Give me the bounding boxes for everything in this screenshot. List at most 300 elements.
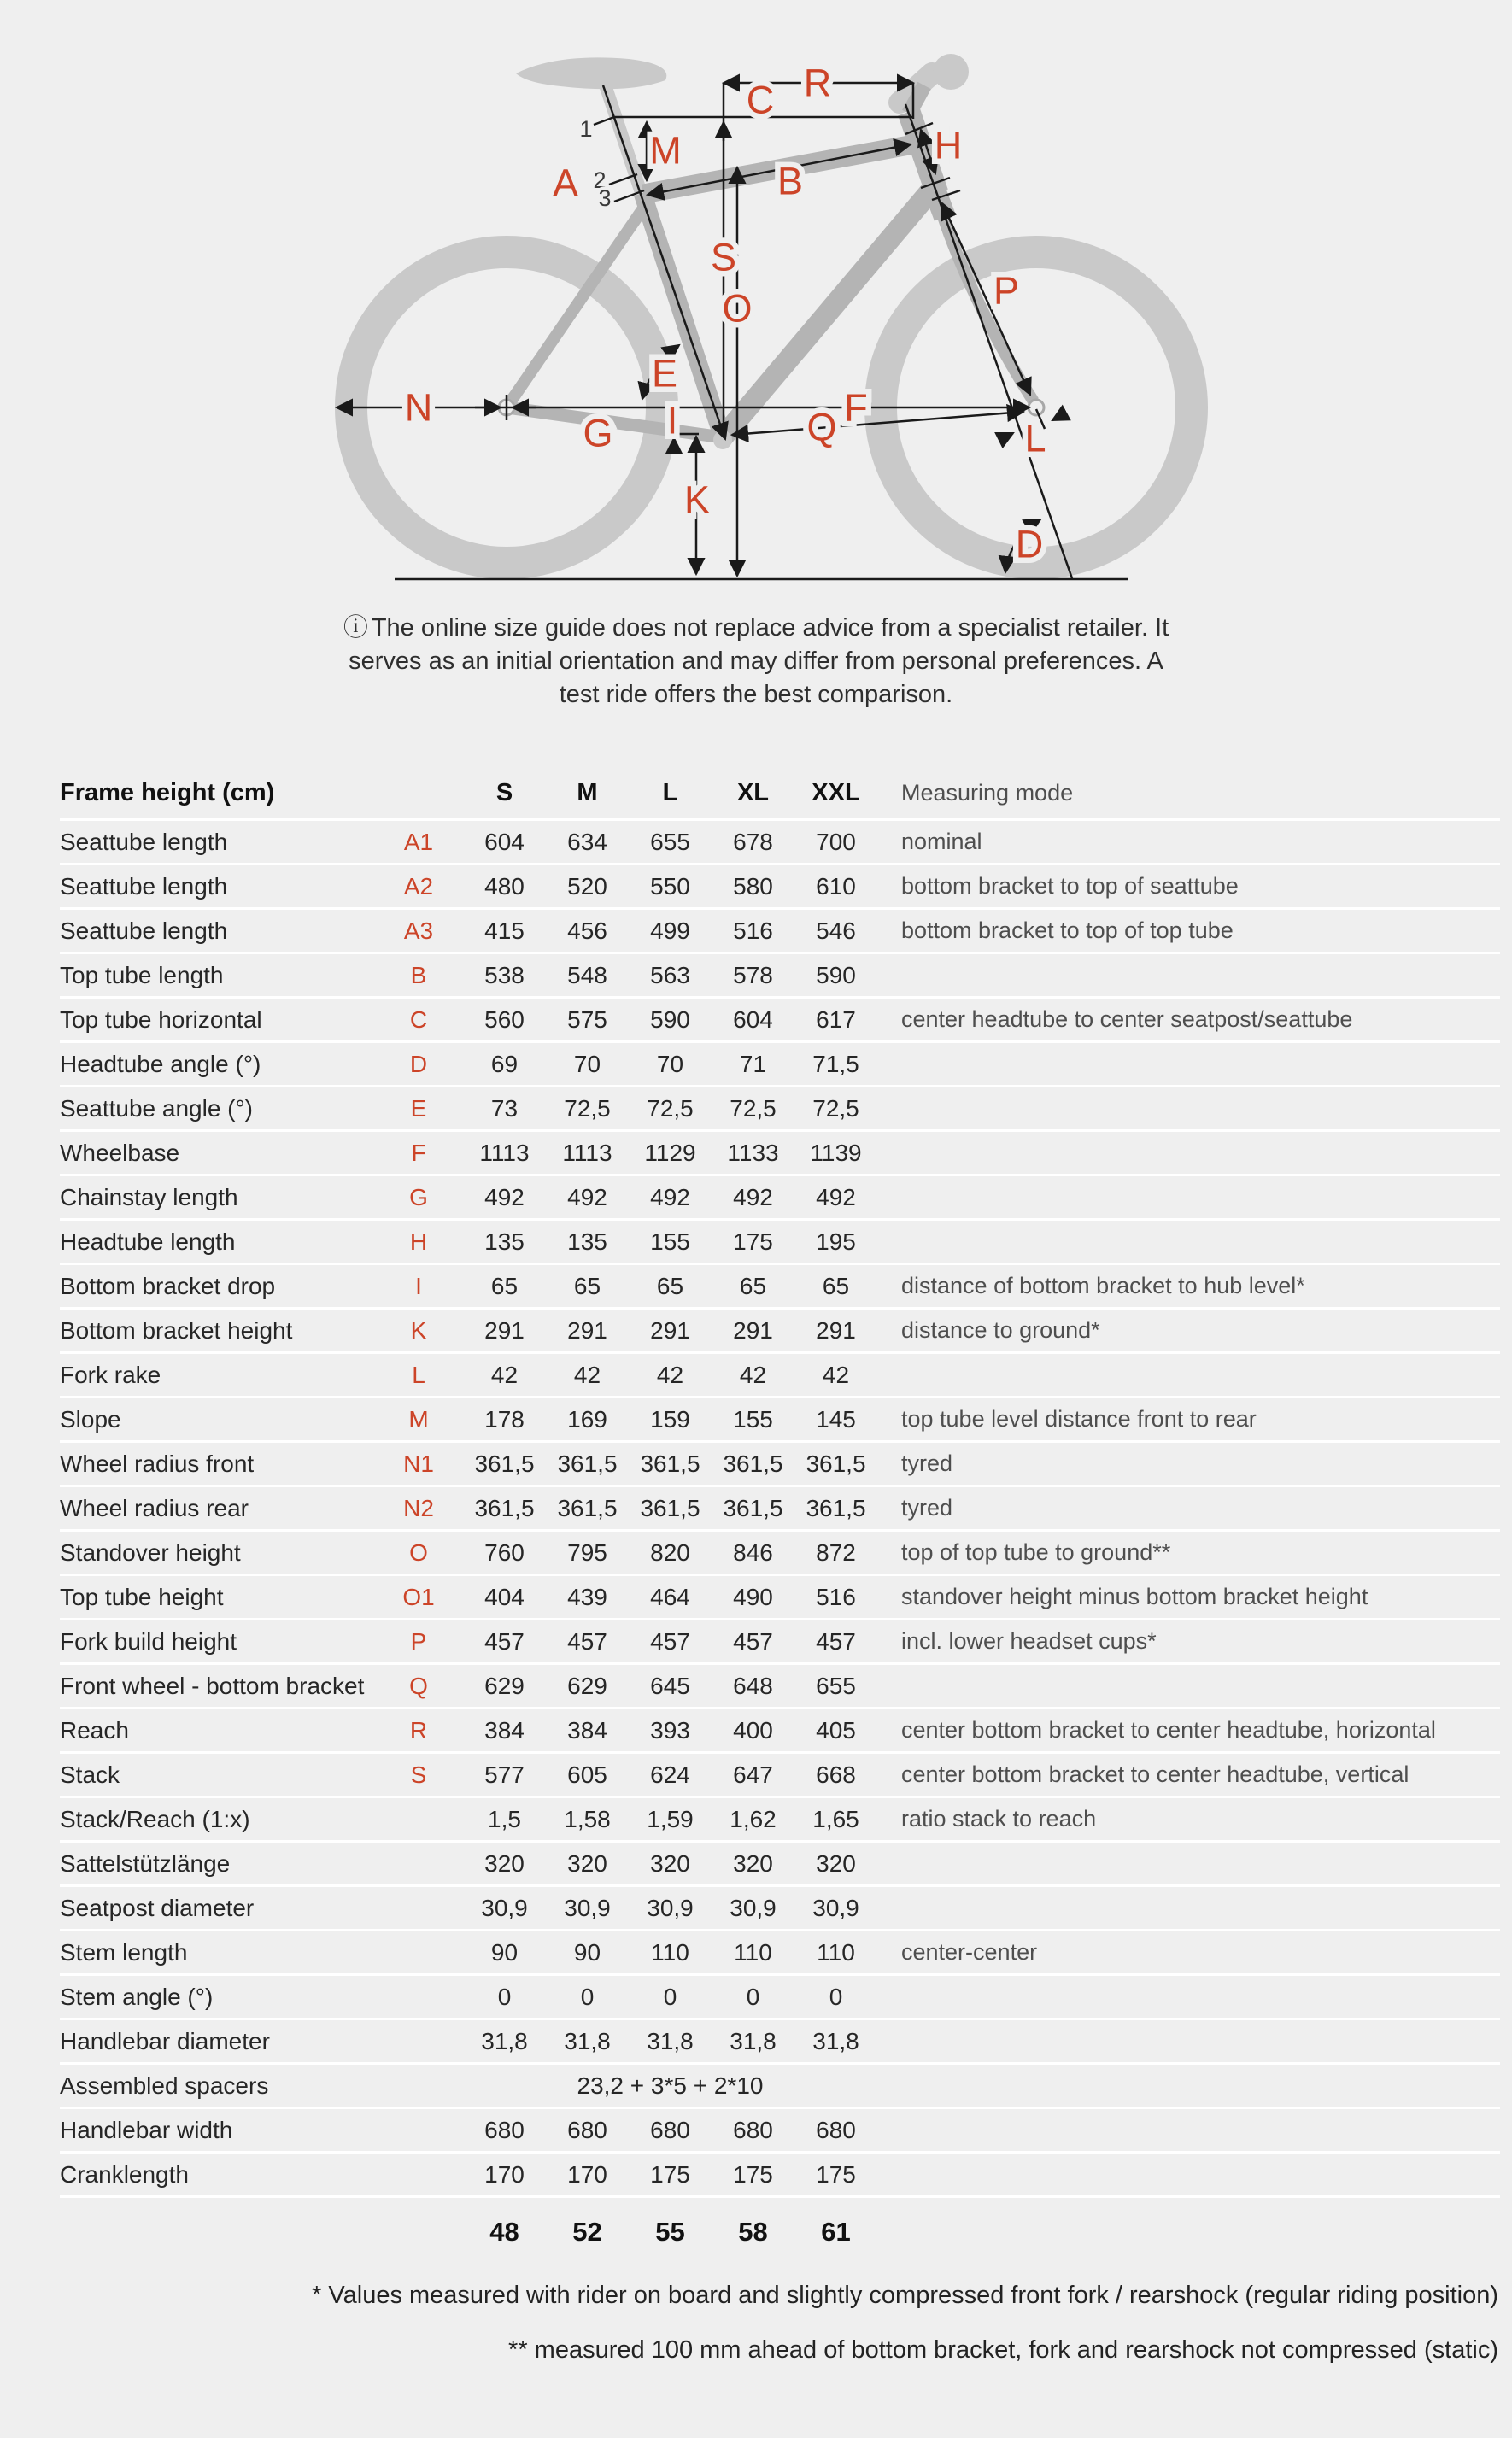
row-value-m: 65 (573, 1272, 601, 1299)
row-value-s: 384 (484, 1716, 525, 1744)
row-value-l: 624 (650, 1761, 690, 1788)
row-value-xl: 678 (733, 828, 773, 855)
row-value-xxl: 1,65 (812, 1805, 859, 1832)
diagram-label-e: E (651, 351, 678, 396)
table-row (60, 1487, 1500, 1532)
row-value-m: 795 (567, 1538, 607, 1566)
row-letter: H (409, 1228, 428, 1255)
row-label: Fork build height (60, 1627, 237, 1655)
row-letter: E (410, 1094, 427, 1122)
row-label: Slope (60, 1405, 121, 1433)
row-value-xxl: 361,5 (806, 1494, 866, 1521)
row-value-m: 30,9 (564, 1894, 611, 1921)
row-letter: Q (409, 1672, 428, 1699)
row-value-xxl: 546 (816, 917, 856, 944)
summary-size-55: 55 (655, 2217, 685, 2247)
row-value-s: 629 (484, 1672, 525, 1699)
table-row (60, 1354, 1500, 1398)
row-value-m: 384 (567, 1716, 607, 1744)
row-value-l: 155 (650, 1228, 690, 1255)
table-row (60, 821, 1500, 865)
row-value-s: 65 (490, 1272, 519, 1299)
row-value-l: 70 (656, 1050, 684, 1077)
row-measuring-mode: standover height minus bottom bracket height (901, 1584, 1368, 1609)
row-measuring-mode: top tube level distance front to rear (901, 1406, 1257, 1432)
row-letter: N1 (403, 1450, 434, 1477)
row-value-s: 361,5 (474, 1494, 535, 1521)
row-value-l: 110 (651, 1938, 689, 1966)
row-measuring-mode: ratio stack to reach (901, 1806, 1097, 1831)
row-value-xxl: 145 (816, 1405, 856, 1433)
table-row (60, 1798, 1500, 1843)
row-label: Assembled spacers (60, 2072, 269, 2099)
row-label: Stem length (60, 1938, 188, 1966)
row-value-m: 457 (567, 1627, 607, 1655)
row-value-xxl: 617 (816, 1005, 856, 1033)
row-value-xxl: 457 (816, 1627, 856, 1655)
measurement-lines (337, 83, 1128, 579)
row-value-xl: 42 (739, 1361, 767, 1388)
row-value-xxl: 680 (816, 2116, 856, 2143)
row-letter: B (410, 961, 427, 988)
row-value-m: 70 (573, 1050, 601, 1077)
table-row (60, 1310, 1500, 1354)
row-letter: N2 (403, 1494, 434, 1521)
row-letter: K (410, 1316, 427, 1344)
row-value-m: 72,5 (564, 1094, 611, 1122)
row-value-m: 169 (567, 1405, 607, 1433)
diagram-label-c: C (746, 78, 775, 122)
table-row (60, 1576, 1500, 1620)
diagram-mark-3: 3 (598, 185, 612, 211)
table-row (60, 1665, 1500, 1709)
table-row (60, 1931, 1500, 1976)
row-value-xxl: 655 (816, 1672, 856, 1699)
table-row (60, 1887, 1500, 1931)
row-value-s: 457 (484, 1627, 525, 1655)
diagram-label-d: D (1015, 522, 1044, 566)
table-row (60, 999, 1500, 1043)
row-measuring-mode: bottom bracket to top of seattube (901, 873, 1239, 899)
table-row (60, 1043, 1500, 1087)
diagram-mark-1: 1 (579, 116, 593, 142)
table-row (60, 1443, 1500, 1487)
row-label: Handlebar diameter (60, 2027, 270, 2054)
row-value-xl: 175 (733, 2160, 773, 2188)
row-value-m: 548 (567, 961, 607, 988)
row-value-l: 291 (650, 1316, 690, 1344)
row-value-l: 72,5 (647, 1094, 694, 1122)
table-row (60, 2020, 1500, 2065)
row-letter: M (408, 1405, 429, 1433)
row-value-l: 393 (650, 1716, 690, 1744)
diagram-label-r: R (803, 61, 832, 105)
table-row (60, 1087, 1500, 1132)
dim-l-arrow-left (1001, 433, 1013, 439)
row-value-xl: 155 (733, 1405, 773, 1433)
footnote-double-asterisk: ** measured 100 mm ahead of bottom bracket, fork and rearshock not compressed (static) (508, 2336, 1498, 2364)
row-value-m: 575 (567, 1005, 607, 1033)
table-row (60, 865, 1500, 910)
row-letter: L (412, 1361, 425, 1388)
row-label: Seattube length (60, 828, 228, 855)
table-row (60, 1532, 1500, 1576)
row-value-s: 0 (497, 1983, 512, 2010)
table-row (60, 2109, 1500, 2154)
row-label: Seattube length (60, 872, 228, 900)
geometry-table (0, 768, 1512, 2251)
row-letter: O1 (402, 1583, 435, 1610)
row-value-xxl: 291 (816, 1316, 856, 1344)
row-label: Stack (60, 1761, 120, 1788)
row-value-xl: 400 (733, 1716, 773, 1744)
row-letter: C (409, 1005, 428, 1033)
table-header-row (60, 768, 1500, 821)
row-value-xxl: 516 (816, 1583, 856, 1610)
row-value-xl: 30,9 (730, 1894, 777, 1921)
row-value-l: 499 (650, 917, 690, 944)
row-value-m: 90 (573, 1938, 601, 1966)
diagram-label-m: M (649, 128, 682, 173)
row-value-xxl: 110 (817, 1938, 855, 1966)
row-value-l: 159 (650, 1405, 690, 1433)
header-size-s: S (495, 779, 513, 806)
note-line-3: test ride offers the best comparison. (559, 681, 953, 708)
row-measuring-mode: distance to ground* (901, 1317, 1100, 1343)
table-row (60, 1132, 1500, 1176)
row-label: Wheel radius rear (60, 1494, 249, 1521)
row-letter: O (409, 1538, 428, 1566)
row-measuring-mode: center bottom bracket to center headtube, horizontal (901, 1717, 1436, 1743)
row-value-m: 1,58 (564, 1805, 611, 1832)
row-letter: A1 (403, 828, 434, 855)
row-label: Standover height (60, 1538, 241, 1566)
row-value-s: 577 (484, 1761, 525, 1788)
row-value-l: 492 (650, 1183, 690, 1210)
diagram-label-h: H (934, 123, 963, 167)
diagram-label-q: Q (806, 405, 837, 449)
row-value-s: 760 (484, 1538, 525, 1566)
row-label: Headtube angle (°) (60, 1050, 261, 1077)
row-value-s: 135 (484, 1228, 525, 1255)
row-value-xl: 320 (733, 1849, 773, 1877)
row-value-l: 1129 (644, 1139, 696, 1166)
row-value-xl: 846 (733, 1538, 773, 1566)
row-measuring-mode: distance of bottom bracket to hub level* (901, 1273, 1305, 1298)
row-value-xl: 516 (733, 917, 773, 944)
header-size-l: L (662, 779, 678, 806)
row-label: Headtube length (60, 1228, 236, 1255)
info-icon: ⓘ (343, 614, 368, 642)
row-value-xl: 72,5 (730, 1094, 777, 1122)
diagram-letters (405, 62, 1046, 566)
table-row (60, 954, 1500, 999)
row-value-xl: 648 (733, 1672, 773, 1699)
row-value-m: 439 (567, 1583, 607, 1610)
row-value-l: 655 (650, 828, 690, 855)
footnotes (0, 2282, 1512, 2365)
row-value-s: 680 (484, 2116, 525, 2143)
row-value-xl: 680 (733, 2116, 773, 2143)
diagram-label-l: L (1024, 416, 1046, 460)
row-value-s: 415 (484, 917, 525, 944)
row-value-xxl: 65 (822, 1272, 850, 1299)
row-value-xxl: 320 (816, 1849, 856, 1877)
row-value-xxl: 31,8 (812, 2027, 859, 2054)
row-label: Stem angle (°) (60, 1983, 214, 2010)
row-label: Bottom bracket drop (60, 1272, 276, 1299)
table-row (60, 1843, 1500, 1887)
bike-diagram-svg (0, 0, 1512, 598)
row-value-s: 178 (484, 1405, 525, 1433)
row-value-xxl: 72,5 (812, 1094, 859, 1122)
header-size-xxl: XXL (812, 779, 860, 806)
table-row (60, 910, 1500, 954)
row-value-l: 361,5 (640, 1450, 700, 1477)
row-letter: A3 (403, 917, 434, 944)
table-row (60, 1709, 1500, 1754)
summary-size-52: 52 (572, 2217, 602, 2247)
diagram-label-i: I (666, 398, 678, 442)
row-value-xl: 291 (733, 1316, 773, 1344)
row-label: Fork rake (60, 1361, 161, 1388)
row-value-xxl: 0 (829, 1983, 843, 2010)
header-size-xl: XL (736, 779, 770, 806)
row-value-s: 1,5 (488, 1805, 521, 1832)
row-value-l: 645 (650, 1672, 690, 1699)
row-value-l: 680 (650, 2116, 690, 2143)
row-label: Wheel radius front (60, 1450, 255, 1477)
row-label: Seatpost diameter (60, 1894, 255, 1921)
row-value-s: 90 (490, 1938, 519, 1966)
row-value-l: 1,59 (647, 1805, 694, 1832)
frame-size-summary-row (60, 2213, 1500, 2251)
row-value-xl: 1,62 (730, 1805, 777, 1832)
row-value-xxl: 1139 (810, 1139, 862, 1166)
row-value-xl: 361,5 (723, 1450, 783, 1477)
row-label: Top tube length (60, 961, 224, 988)
row-value-xl: 457 (733, 1627, 773, 1655)
row-value-xl: 31,8 (730, 2027, 777, 2054)
row-value-s: 42 (490, 1361, 519, 1388)
row-value-s: 320 (484, 1849, 525, 1877)
row-value-xl: 578 (733, 961, 773, 988)
row-value-m: 361,5 (557, 1494, 618, 1521)
summary-size-48: 48 (489, 2217, 519, 2247)
row-letter: D (409, 1050, 428, 1077)
row-label: Wheelbase (60, 1139, 180, 1166)
row-label: Stack/Reach (1:x) (60, 1805, 250, 1832)
row-value-m: 320 (567, 1849, 607, 1877)
row-value-m: 135 (567, 1228, 607, 1255)
row-value-s: 604 (484, 828, 525, 855)
row-label: Reach (60, 1716, 129, 1744)
diagram-mark-2: 2 (593, 167, 607, 193)
row-measuring-mode: center bottom bracket to center headtube, vertical (901, 1761, 1409, 1787)
row-letter: G (409, 1183, 428, 1210)
diagram-label-f: F (844, 385, 868, 430)
row-letter: P (410, 1627, 427, 1655)
diagram-label-b: B (777, 159, 804, 203)
table-row (60, 1976, 1500, 2020)
row-value-xxl: 700 (816, 828, 856, 855)
row-value-s: 560 (484, 1005, 525, 1033)
diagram-label-a: A (552, 161, 579, 205)
row-value-s: 31,8 (481, 2027, 528, 2054)
header-frame-height: Frame height (cm) (60, 779, 275, 806)
row-value-s: 291 (484, 1316, 525, 1344)
row-value-s: 492 (484, 1183, 525, 1210)
table-row (60, 1620, 1500, 1665)
row-value-l: 42 (656, 1361, 684, 1388)
row-value-m: 492 (567, 1183, 607, 1210)
row-value-xxl: 492 (816, 1183, 856, 1210)
row-value-l: 0 (663, 1983, 677, 2010)
row-value-l: 361,5 (640, 1494, 700, 1521)
row-value-s: 538 (484, 961, 525, 988)
diagram-label-k: K (683, 478, 711, 522)
row-value-xxl: 610 (816, 872, 856, 900)
row-value-l: 550 (650, 872, 690, 900)
row-value-xl: 175 (733, 1228, 773, 1255)
row-value-xxl: 195 (816, 1228, 856, 1255)
row-measuring-mode: tyred (901, 1450, 953, 1476)
row-letter: R (409, 1716, 428, 1744)
bike-geometry-diagram (0, 0, 1512, 598)
note-line-1 (329, 612, 1183, 645)
row-value-xxl: 668 (816, 1761, 856, 1788)
row-value-xxl: 175 (816, 2160, 856, 2188)
row-value-xxl: 30,9 (812, 1894, 859, 1921)
handlebar-grip (933, 54, 969, 90)
note-line-2: serves as an initial orientation and may differ from personal preferences. A (349, 648, 1163, 675)
row-value-xl: 361,5 (723, 1494, 783, 1521)
row-value-s: 480 (484, 872, 525, 900)
header-measuring-mode: Measuring mode (901, 780, 1074, 806)
row-merged-value: 23,2 + 3*5 + 2*10 (577, 2072, 764, 2099)
dim-l-arrow-right (1052, 414, 1064, 420)
row-value-l: 457 (650, 1627, 690, 1655)
row-measuring-mode: center-center (901, 1939, 1038, 1965)
table-row (60, 1221, 1500, 1265)
row-value-s: 170 (484, 2160, 525, 2188)
row-label: Seattube length (60, 917, 228, 944)
table-row (60, 2065, 1500, 2109)
row-value-s: 361,5 (474, 1450, 535, 1477)
row-value-xl: 580 (733, 872, 773, 900)
row-value-xxl: 590 (816, 961, 856, 988)
table-row (60, 1176, 1500, 1221)
table-row (60, 1754, 1500, 1798)
diagram-label-s: S (710, 235, 737, 279)
row-value-xxl: 872 (816, 1538, 856, 1566)
diagram-label-g: G (583, 411, 613, 455)
row-value-xxl: 405 (816, 1716, 856, 1744)
row-value-m: 1113 (562, 1139, 612, 1166)
row-value-s: 69 (490, 1050, 519, 1077)
diagram-label-n: N (404, 385, 433, 430)
row-value-m: 42 (573, 1361, 601, 1388)
row-value-s: 404 (484, 1583, 525, 1610)
row-value-l: 320 (650, 1849, 690, 1877)
table-row (60, 1398, 1500, 1443)
row-measuring-mode: tyred (901, 1495, 953, 1521)
diagram-label-o: O (722, 286, 753, 331)
row-value-xl: 71 (739, 1050, 767, 1077)
row-value-m: 456 (567, 917, 607, 944)
row-label: Bottom bracket height (60, 1316, 293, 1344)
row-label: Top tube horizontal (60, 1005, 262, 1033)
row-value-l: 30,9 (647, 1894, 694, 1921)
saddle (516, 57, 666, 89)
row-value-m: 170 (567, 2160, 607, 2188)
row-measuring-mode: bottom bracket to top of top tube (901, 917, 1234, 943)
row-value-s: 73 (490, 1094, 519, 1122)
summary-size-61: 61 (821, 2217, 851, 2247)
row-value-xl: 647 (733, 1761, 773, 1788)
row-value-xl: 490 (733, 1583, 773, 1610)
row-label: Handlebar width (60, 2116, 233, 2143)
row-value-m: 291 (567, 1316, 607, 1344)
row-measuring-mode: center headtube to center seatpost/seattube (901, 1006, 1353, 1032)
row-value-s: 30,9 (481, 1894, 528, 1921)
size-guide-note (329, 612, 1183, 712)
row-value-l: 820 (650, 1538, 690, 1566)
row-value-l: 563 (650, 961, 690, 988)
row-letter: A2 (403, 872, 434, 900)
row-label: Chainstay length (60, 1183, 238, 1210)
row-letter: S (410, 1761, 427, 1788)
table-body (60, 821, 1500, 2198)
row-value-l: 65 (656, 1272, 684, 1299)
row-value-xxl: 71,5 (812, 1050, 859, 1077)
row-measuring-mode: incl. lower headset cups* (901, 1628, 1157, 1654)
row-label: Cranklength (60, 2160, 189, 2188)
row-value-xl: 110 (734, 1938, 772, 1966)
header-size-m: M (577, 779, 598, 806)
row-value-l: 464 (650, 1583, 690, 1610)
row-value-m: 634 (567, 828, 607, 855)
row-value-m: 605 (567, 1761, 607, 1788)
row-value-m: 629 (567, 1672, 607, 1699)
row-value-l: 31,8 (647, 2027, 694, 2054)
row-measuring-mode: nominal (901, 829, 982, 854)
front-hub (1029, 400, 1044, 415)
row-value-xl: 604 (733, 1005, 773, 1033)
row-value-m: 520 (567, 872, 607, 900)
diagram-label-p: P (993, 268, 1020, 313)
row-value-s: 1113 (479, 1139, 530, 1166)
row-letter: I (415, 1272, 422, 1299)
row-value-xl: 0 (746, 1983, 760, 2010)
footnote-single-asterisk: * Values measured with rider on board and slightly compressed front fork / rearshock (regular riding position) (312, 2282, 1498, 2309)
table-row (60, 2154, 1500, 2198)
row-label: Seattube angle (°) (60, 1094, 254, 1122)
row-label: Front wheel - bottom bracket (60, 1672, 365, 1699)
row-value-xl: 1133 (727, 1139, 779, 1166)
row-value-l: 175 (650, 2160, 690, 2188)
row-value-xl: 65 (739, 1272, 767, 1299)
summary-size-58: 58 (738, 2217, 768, 2247)
row-value-m: 31,8 (564, 2027, 611, 2054)
row-value-m: 680 (567, 2116, 607, 2143)
row-value-xxl: 361,5 (806, 1450, 866, 1477)
row-letter: F (411, 1139, 426, 1166)
row-value-m: 0 (580, 1983, 595, 2010)
row-value-l: 590 (650, 1005, 690, 1033)
row-value-xxl: 42 (822, 1361, 850, 1388)
note-text-1: The online size guide does not replace advice from a specialist retailer. It (371, 614, 1169, 642)
